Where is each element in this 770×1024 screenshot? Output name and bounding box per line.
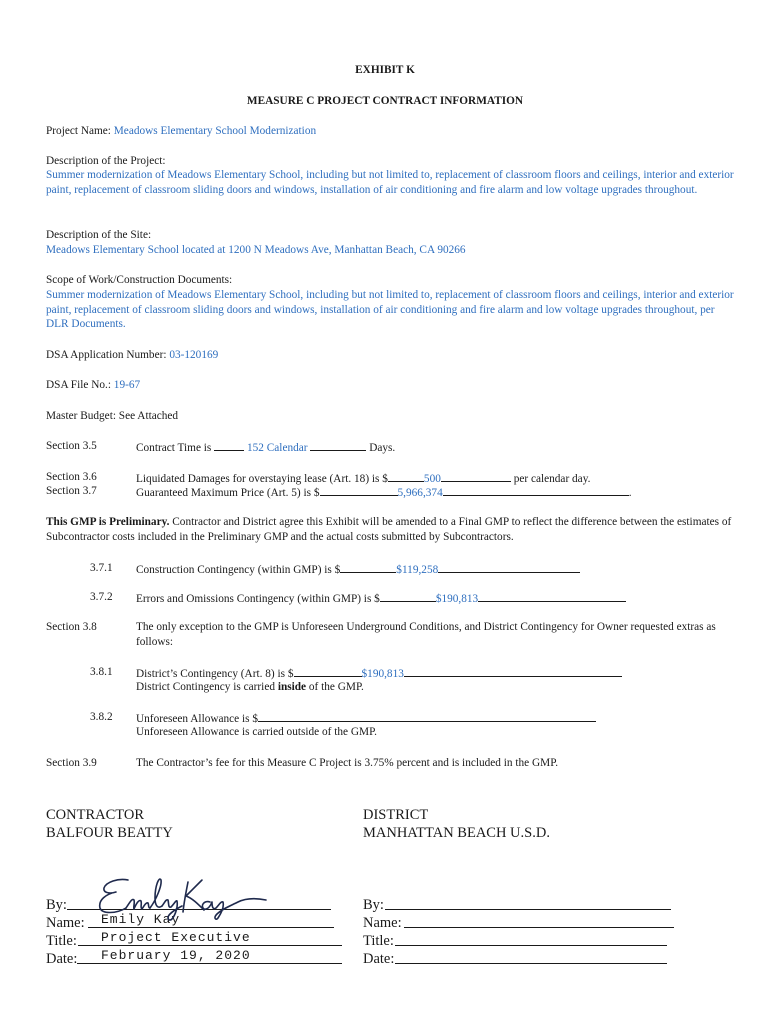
unforeseen-allowance-note: Unforeseen Allowance is carried outside of the GMP. [136,726,377,738]
errors-omissions-value[interactable]: $190,813 [435,593,479,605]
blank-line [320,484,398,496]
liquidated-damages-value[interactable]: 500 [423,473,441,485]
blank-line [214,439,244,451]
document-title: MEASURE C PROJECT CONTRACT INFORMATION [246,95,524,107]
contract-time-suffix: Days. [369,442,396,454]
contractor-date-label: Date: [46,951,78,967]
blank-line [380,590,436,602]
contractor-name: BALFOUR BEATTY [46,825,173,841]
site-description-value[interactable]: Meadows Elementary School located at 1200 N Meadows Ave, Manhattan Beach, CA 90266 [46,244,466,256]
section-3-7-1-row [136,561,580,578]
district-name-label: Name: [363,915,402,931]
site-description-label: Description of the Site: [46,229,152,241]
district-contingency-note-a: District Contingency is carried [136,681,275,693]
project-name-value[interactable]: Meadows Elementary School Modernization [113,125,317,137]
section-3-8-2-number: 3.8.2 [90,711,113,723]
district-contingency-note-bold: inside [277,681,307,693]
section-3-7-1-number: 3.7.1 [90,562,113,574]
district-by-label: By: [363,897,384,913]
dsa-application-value[interactable]: 03-120169 [169,349,219,361]
project-name-label: Project Name: [46,125,111,137]
errors-omissions-label: Errors and Omissions Contingency (within GMP) is $ [136,593,380,605]
district-contingency-value[interactable]: $190,813 [361,668,404,680]
section-3-7-2-row [136,590,626,607]
section-3-7-row [136,484,632,501]
section-3-8-1-number: 3.8.1 [90,666,113,678]
project-description-value[interactable]: Summer modernization of Meadows Elementary School, including but not limited to, replacement of classroom floors and ceilings, interior and exterior paint, replacement of classroom sliding doors and windows, installation of air conditioning and fire alarm and low voltage upgrades throughout. [46,169,734,196]
project-description-label: Description of the Project: [46,155,166,167]
district-contingency-label: District’s Contingency (Art. 8) is $ [136,668,294,680]
scope-value[interactable]: Summer modernization of Meadows Elementary School, including but not limited to, replacement of classroom floors and ceilings, interior and exterior paint, replacement of classroom sliding doors and windows, installation of air conditioning and fire alarm and low voltage upgrades throughout, per DLR Documents. [46,289,734,330]
unforeseen-allowance-label: Unforeseen Allowance is $ [136,713,259,725]
dsa-file-row [46,378,140,393]
district-title-label: Title: [363,933,394,949]
blank-line[interactable] [258,710,596,722]
handwritten-signature [70,872,280,922]
contract-time-label: Contract Time is [136,442,212,454]
district-name-line[interactable] [404,927,674,928]
district-contingency-note-c: of the GMP. [308,681,364,693]
district-title-line[interactable] [395,945,667,946]
dsa-file-label: DSA File No.: [46,379,111,391]
blank-line [438,561,580,573]
section-3-8-1-line2 [136,680,364,695]
blank-line [404,665,622,677]
liquidated-damages-suffix: per calendar day. [513,473,591,485]
blank-line [340,561,396,573]
district-name: MANHATTAN BEACH U.S.D. [363,825,550,841]
dsa-application-row [46,348,218,363]
section-3-9-number: Section 3.9 [46,757,97,769]
section-3-5-row [136,439,395,456]
exhibit-label: EXHIBIT K [355,64,415,76]
blank-line [310,439,366,451]
district-heading: DISTRICT [363,807,429,823]
contractor-name-label: Name: [46,915,85,931]
scope-label: Scope of Work/Construction Documents: [46,274,233,286]
contract-time-value[interactable]: 152 Calendar [246,442,308,454]
blank-line [443,484,629,496]
section-3-5-number: Section 3.5 [46,440,97,452]
section-3-6-number: Section 3.6 [46,471,97,483]
contractor-by-label: By: [46,897,67,913]
section-3-8-number: Section 3.8 [46,621,97,633]
construction-contingency-label: Construction Contingency (within GMP) is $ [136,564,341,576]
contractor-signer-name[interactable]: Emily Kay [101,912,181,927]
district-by-line[interactable] [385,909,671,910]
gmp-suffix: . [628,487,632,499]
dsa-file-value[interactable]: 19-67 [113,379,141,391]
contractor-title-value[interactable]: Project Executive [101,930,251,945]
blank-line [441,470,511,482]
contractor-heading: CONTRACTOR [46,807,145,823]
gmp-label: Guaranteed Maximum Price (Art. 5) is $ [136,487,320,499]
project-name-row [46,124,316,139]
blank-line [478,590,626,602]
section-3-8-text: The only exception to the GMP is Unforeseen Underground Conditions, and District Contingency for Owner requested extras as follows: [136,621,716,648]
district-date-line[interactable] [395,963,667,964]
contractor-date-value[interactable]: February 19, 2020 [101,948,251,963]
gmp-value[interactable]: 5,966,374 [397,487,443,499]
dsa-application-label: DSA Application Number: [46,349,167,361]
section-3-7-2-number: 3.7.2 [90,591,113,603]
gmp-preliminary-text: Contractor and District agree this Exhibit will be amended to a Final GMP to reflect the difference between the estimates of Subcontractor costs included in the Preliminary GMP and the actual costs submitted by Subcontractors. [46,516,732,543]
section-3-9-text: The Contractor’s fee for this Measure C Project is 3.75% percent and is included in the GMP. [136,757,559,769]
construction-contingency-value[interactable]: $119,258 [396,564,439,576]
district-date-label: Date: [363,951,395,967]
blank-line [294,665,362,677]
gmp-preliminary-paragraph [46,515,736,544]
blank-line [388,470,424,482]
contractor-title-label: Title: [46,933,77,949]
master-budget: Master Budget: See Attached [46,410,179,422]
gmp-preliminary-bold: This GMP is Preliminary. [46,516,170,528]
section-3-7-number: Section 3.7 [46,485,97,497]
liquidated-damages-label: Liquidated Damages for overstaying lease (Art. 18) is $ [136,473,388,485]
